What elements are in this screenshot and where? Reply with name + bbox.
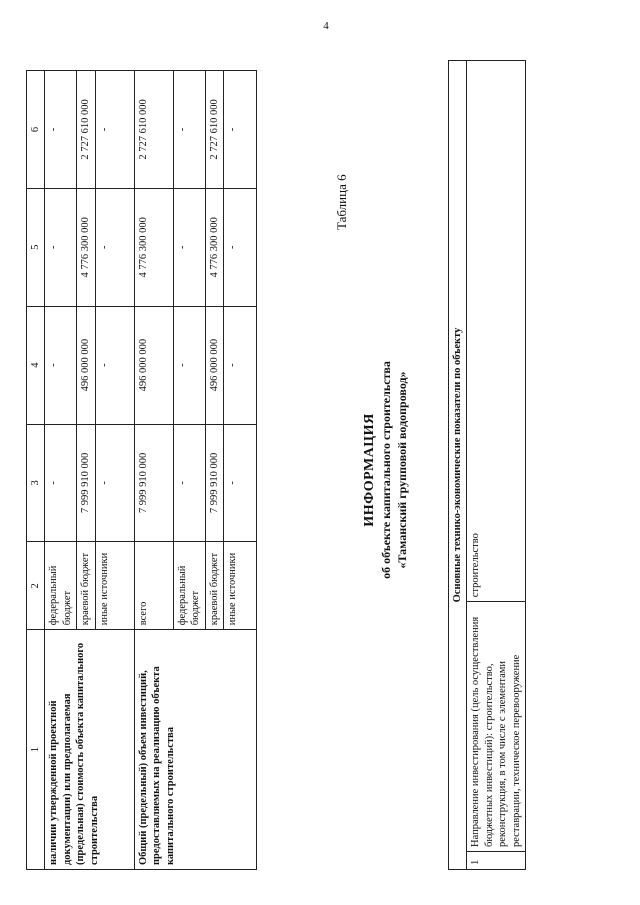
source-cell: иные источники [95,542,134,630]
value-cell: - [224,188,257,306]
value-cell: - [95,71,134,189]
value-cell: - [173,188,205,306]
document-heading [361,70,410,870]
value-cell: - [173,424,205,542]
value-cell: 4 776 300 000 [205,188,223,306]
value-cell: 2 727 610 000 [205,71,223,189]
value-cell: 2 727 610 000 [77,71,95,189]
col-header-5: 5 [27,188,45,306]
source-cell: федеральный бюджет [45,542,77,630]
row-value: строительство [467,61,526,602]
group2-title: Общий (предельный) объем инвестиций, предоставляемых на реализацию объекта капитального строительства [134,630,256,870]
value-cell: - [224,71,257,189]
source-cell: краевой бюджет [205,542,223,630]
value-cell: - [173,306,205,424]
value-cell: - [95,306,134,424]
heading-title: ИНФОРМАЦИЯ [362,413,377,527]
source-cell: всего [134,542,173,630]
rotated-page-content [26,10,616,870]
value-cell: 496 000 000 [205,306,223,424]
value-cell: - [224,424,257,542]
value-cell: - [45,306,77,424]
table-row [449,61,467,870]
value-cell: 7 999 910 000 [77,424,95,542]
source-cell: федеральный бюджет [173,542,205,630]
table-row [45,71,77,870]
value-cell: - [224,306,257,424]
col-header-1: 1 [27,630,45,870]
value-cell: 2 727 610 000 [134,71,173,189]
value-cell: 7 999 910 000 [205,424,223,542]
col-header-6: 6 [27,71,45,189]
source-cell: иные источники [224,542,257,630]
value-cell: 496 000 000 [134,306,173,424]
col-header-2: 2 [27,542,45,630]
investment-table [26,70,257,870]
value-cell: 7 999 910 000 [134,424,173,542]
section-title: Основные технико-экономические показатели по объекту [449,61,467,870]
value-cell: - [45,424,77,542]
row-label: Направление инвестирования (цель осуществления бюджетных инвестиций): строительство, реконструкция, в том числе с элементами реставрации, техническое перевооружение [467,602,526,852]
value-cell: 4 776 300 000 [77,188,95,306]
col-header-4: 4 [27,306,45,424]
table-label: Таблица 6 [334,174,349,230]
value-cell: - [95,188,134,306]
row-number: 1 [467,852,526,870]
value-cell: - [45,188,77,306]
indicators-table [448,60,526,870]
value-cell: - [45,71,77,189]
value-cell: - [173,71,205,189]
table-header-row [27,71,45,870]
col-header-3: 3 [27,424,45,542]
value-cell: - [95,424,134,542]
heading-object-name: «Таманский групповой водопровод» [394,371,409,569]
value-cell: 4 776 300 000 [134,188,173,306]
source-cell: краевой бюджет [77,542,95,630]
table-row [134,71,173,870]
group1-title: наличии утвержденной проектной документации) или предполагаемая (предельная) стоимость объекта капитального строительства [45,630,134,870]
value-cell: 496 000 000 [77,306,95,424]
page-number: 4 [323,20,329,32]
table-row [467,61,526,870]
heading-subtitle: об объекте капитального строительства [379,361,394,579]
